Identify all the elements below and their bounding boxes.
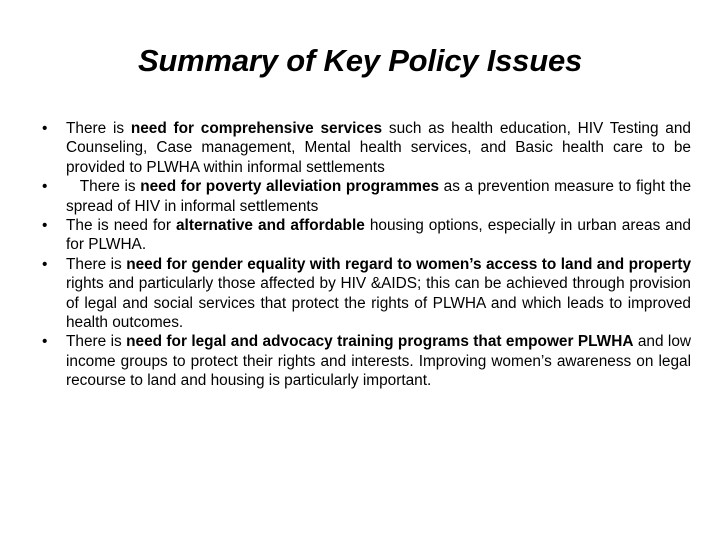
text-run-regular-0: There is xyxy=(66,120,131,137)
text-run-regular-0: There is xyxy=(66,333,127,351)
bullet-point-icon: • xyxy=(42,333,48,351)
text-run-regular-0: There is xyxy=(79,178,141,196)
bullet-item-comprehensive-services xyxy=(30,119,691,177)
text-run-bold-1: need for comprehensive services xyxy=(130,120,383,137)
bullet-text-comprehensive-services xyxy=(66,119,691,177)
bullet-list xyxy=(30,119,691,391)
content-body xyxy=(30,119,691,391)
text-run-regular-0: There is xyxy=(66,255,127,273)
text-run-bold-1: need for poverty alleviation programmes xyxy=(140,178,440,196)
text-run-bold-1: need for gender equality with regard to women’s access to land and property xyxy=(126,255,692,273)
text-run-bold-1: need for legal and advocacy training programs that empower PLWHA xyxy=(126,333,634,351)
bullet-item-legal-advocacy-training xyxy=(30,332,691,390)
bullet-item-poverty-alleviation xyxy=(30,177,691,216)
bullet-point-icon: • xyxy=(42,178,48,196)
bullet-item-alternative-affordable-housing xyxy=(30,216,691,255)
page-title: Summary of Key Policy Issues xyxy=(137,43,583,78)
bullet-item-gender-equality-land-rights xyxy=(30,255,691,333)
bullet-text-poverty-alleviation xyxy=(66,177,691,216)
bullet-text-gender-equality-land-rights xyxy=(66,255,691,333)
text-run-regular-2: housing options, especially in urban areas and for PLWHA. xyxy=(66,217,691,254)
bullet-point-icon: • xyxy=(42,255,48,273)
text-run-regular-2: and low income groups to protect their rights and interests. Improving women’s awareness on legal recourse to land and housing is particularly important. xyxy=(66,333,691,390)
text-run-regular-2: rights and particularly those affected by HIV &AIDS; this can be achieved through provision of legal and social services that protect the rights of PLWHA and which leads to improved health outcomes. xyxy=(66,275,691,332)
bullet-point-icon: • xyxy=(42,217,48,235)
bullet-point-icon: • xyxy=(42,120,48,137)
text-run-regular-0: The is need for xyxy=(66,217,176,235)
text-run-regular-2: as a prevention measure to fight the spread of HIV in informal settlements xyxy=(66,178,692,215)
bullet-text-alternative-affordable-housing xyxy=(66,216,691,255)
text-run-regular-2: such as health education, HIV Testing and Counseling, Case management, Mental health services, and Basic health care to be provided to PLWHA within informal settlements xyxy=(66,120,691,176)
bullet-text-legal-advocacy-training xyxy=(66,332,691,390)
text-run-bold-1: alternative and affordable xyxy=(175,217,365,235)
